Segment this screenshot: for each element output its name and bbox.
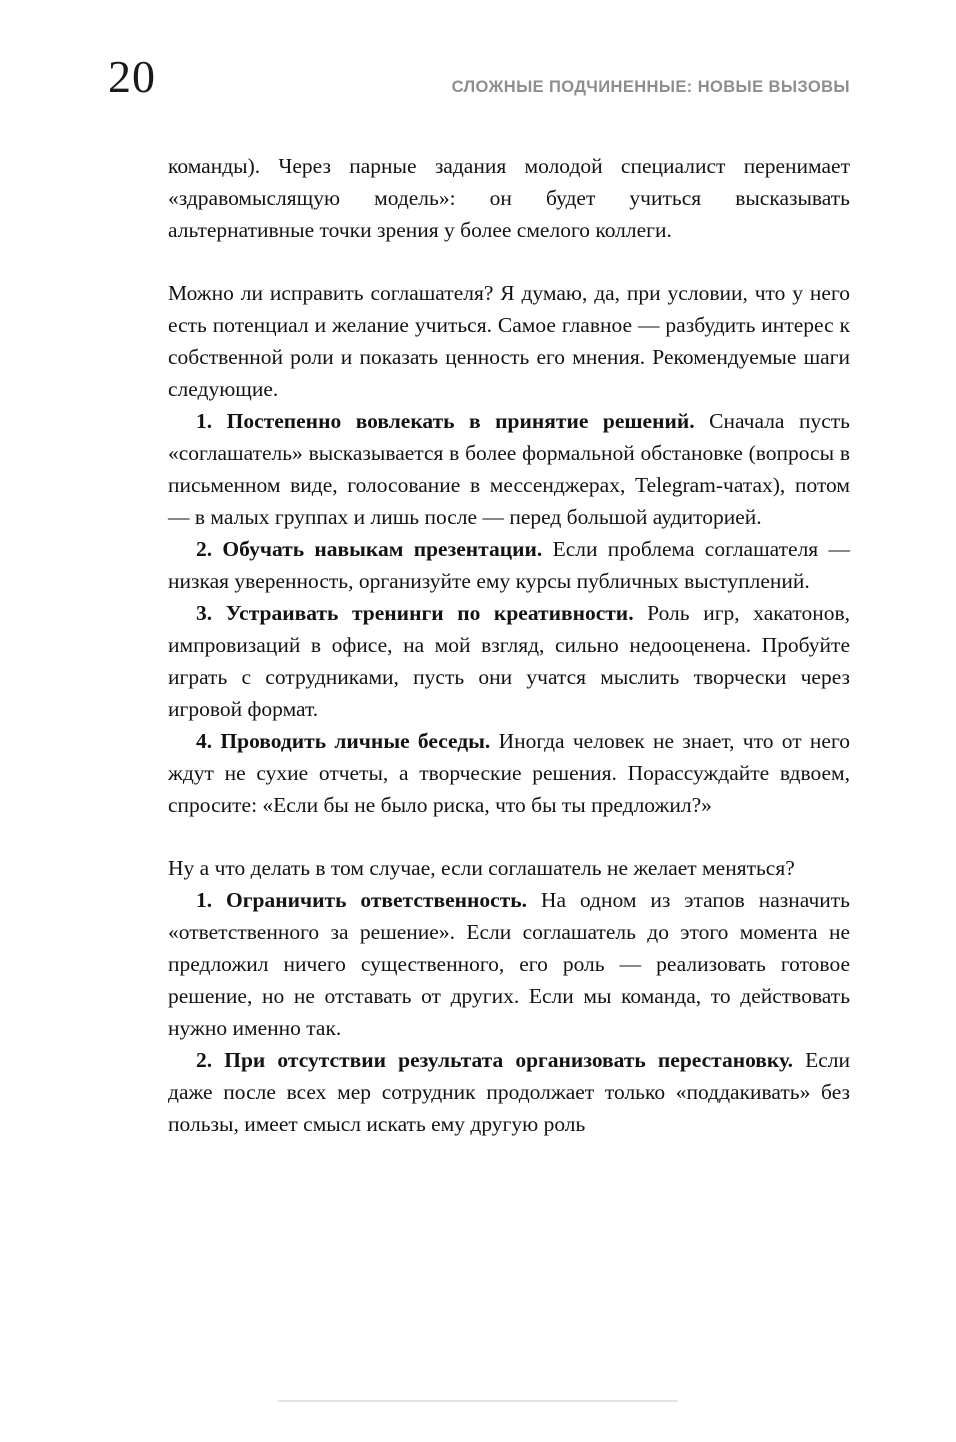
page-header [108,51,850,102]
paragraph-lead: 1. Ограничить ответственность. [196,888,528,912]
body-text [168,150,850,1140]
paragraph: 2. Обучать навыкам презентации. Если проблема соглашателя — низкая уверенность, организуйте ему курсы публичных выступлений. [168,537,851,593]
running-head: СЛОЖНЫЕ ПОДЧИНЕННЫЕ: НОВЫЕ ВЫЗОВЫ [451,78,850,96]
paragraph-lead: 4. Проводить личные беседы. [196,729,491,753]
page-bottom-divider [278,1400,678,1402]
paragraph: 1. Постепенно вовлекать в принятие решений. Сначала пусть «соглашатель» высказывается в более формальной обстановке (вопросы в письменном виде, голосование в мессенджерах, Telegram-чатах), потом — в малых группах и лишь после — перед большой аудиторией. [168,409,850,529]
paragraph: 3. Устраивать тренинги по креативности. Роль игр, хакатонов, импровизаций в офисе, на мой взгляд, сильно недооценена. Пробуйте играть с сотрудниками, пусть они учатся мыслить творчески через игровой формат. [168,601,850,721]
paragraph: 1. Ограничить ответственность. На одном из этапов назначить «ответственного за решение». Если соглашатель до этого момента не предложил ничего существенного, его роль — реализовать готовое решение, но не отставать от других. Если мы команда, то действовать нужно именно так. [168,888,850,1040]
paragraph-lead: 3. Устраивать тренинги по креативности. [196,601,634,625]
paragraph-lead: 2. Обучать навыкам презентации. [196,537,543,561]
paragraph: команды). Через парные задания молодой специалист перенимает «здравомыслящую модель»: он будет учиться высказывать альтернативные точки зрения у более смелого коллеги. [168,154,850,242]
paragraph: 4. Проводить личные беседы. Иногда человек не знает, что от него ждут не сухие отчеты, а творческие решения. Порассуждайте вдвоем, спросите: «Если бы не было риска, что бы ты предложил?» [168,729,850,817]
paragraph-lead: 1. Постепенно вовлекать в принятие решений. [196,409,695,433]
paragraph: Ну а что делать в том случае, если соглашатель не желает меняться? [168,856,795,880]
paragraph: Можно ли исправить соглашателя? Я думаю, да, при условии, что у него есть потенциал и желание учиться. Самое главное — разбудить интерес к собственной роли и показать ценность его мнения. Рекомендуемые шаги следующие. [168,281,850,401]
paragraph: 2. При отсутствии результата организовать перестановку. Если даже после всех мер сотрудник продолжает только «поддакивать» без пользы, имеет смысл искать ему другую роль [168,1048,850,1136]
page-number: 20 [108,51,156,102]
paragraph-lead: 2. При отсутствии результата организовать перестановку. [196,1048,793,1072]
